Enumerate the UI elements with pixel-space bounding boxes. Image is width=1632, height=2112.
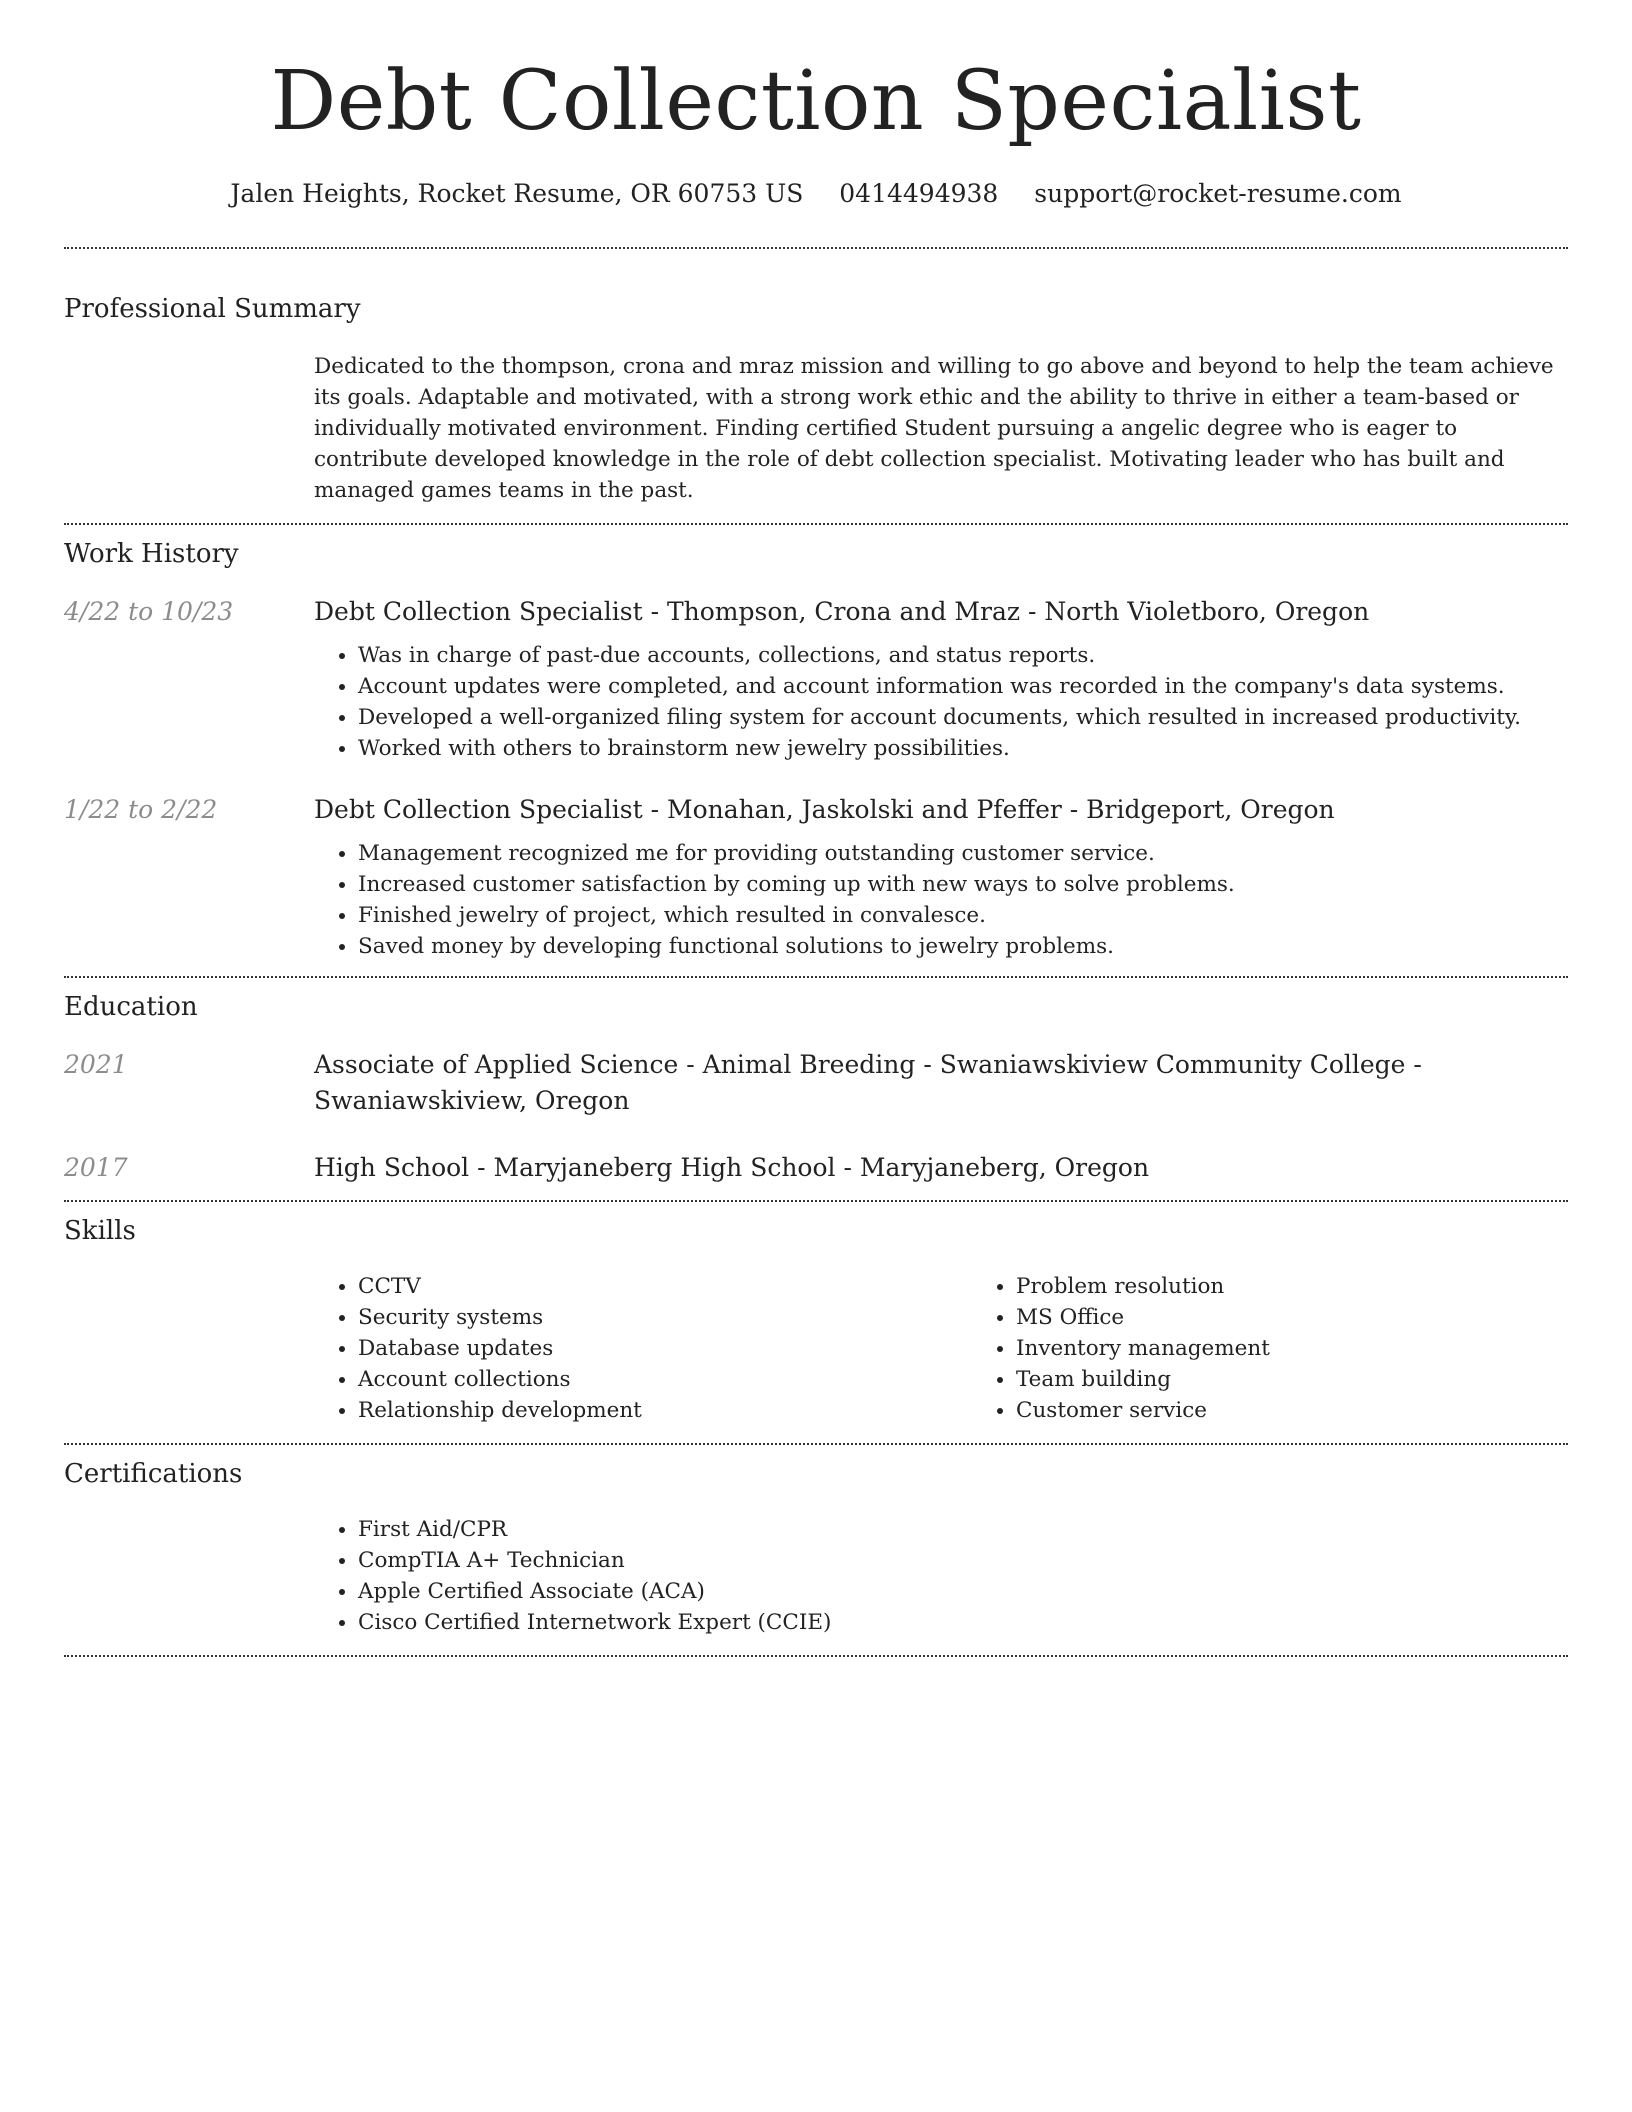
education-year: 2021 (64, 1050, 128, 1079)
work-section (64, 525, 1568, 962)
job-role: Debt Collection Specialist (314, 597, 643, 626)
job-entry (64, 594, 1568, 764)
list-item: • Security systems (358, 1302, 972, 1333)
section-title-summary: Professional Summary (64, 294, 361, 324)
education-section (64, 978, 1568, 1186)
skills-section (64, 1202, 1568, 1426)
job-bullets (314, 838, 1568, 962)
education-details: - Maryjaneberg High School - Maryjaneberg, Oregon (469, 1153, 1150, 1182)
divider (64, 1655, 1568, 1657)
job-title-line (314, 594, 1369, 630)
list-item: • CompTIA A+ Technician (358, 1545, 1568, 1576)
job-title-line (314, 792, 1335, 828)
list-item: • Relationship development (358, 1395, 972, 1426)
education-details: - Swaniawskiview Community College - Swaniawskiview, Oregon (314, 1050, 1422, 1115)
education-title-line (314, 1150, 1568, 1186)
list-item: • Was in charge of past-due accounts, collections, and status reports. (358, 640, 1568, 671)
summary-text: Dedicated to the thompson, crona and mraz mission and willing to go above and beyond to help the team achieve its goals. Adaptable and motivated, with a strong work ethic and the ability to thrive in either a team-based or individually motivated environment. Finding certified Student pursuing a angelic degree who is eager to contribute developed knowledge in the role of debt collection specialist. Motivating leader who has built and managed games teams in the past. (314, 354, 1554, 503)
list-item: • Increased customer satisfaction by coming up with new ways to solve problems. (358, 869, 1568, 900)
education-entry (64, 1047, 1568, 1119)
list-item: • Developed a well-organized filing system for account documents, which resulted in increased productivity. (358, 702, 1568, 733)
contact-address: Jalen Heights, Rocket Resume, OR 60753 US (230, 179, 804, 208)
section-title-certifications: Certifications (64, 1459, 243, 1489)
list-item: • Inventory management (1016, 1333, 1630, 1364)
list-item: • Saved money by developing functional solutions to jewelry problems. (358, 931, 1568, 962)
skills-list-right (972, 1271, 1630, 1426)
job-details: - Thompson, Crona and Mraz - North Violetboro, Oregon (642, 597, 1370, 626)
skills-columns (314, 1271, 1630, 1426)
contact-phone: 0414494938 (839, 179, 999, 208)
section-title-education: Education (64, 992, 198, 1022)
job-bullets (314, 640, 1568, 764)
certifications-list (314, 1514, 1568, 1638)
job-details: - Monahan, Jaskolski and Pfeffer - Bridgeport, Oregon (642, 795, 1335, 824)
contact-email: support@rocket-resume.com (1034, 179, 1402, 208)
education-degree: High School (314, 1153, 470, 1182)
list-item: • Team building (1016, 1364, 1630, 1395)
list-item: • Cisco Certified Internetwork Expert (CCIE) (358, 1607, 1568, 1638)
skills-list-left (314, 1271, 972, 1426)
education-title-line (314, 1047, 1568, 1119)
education-entry (64, 1150, 1568, 1186)
list-item: • MS Office (1016, 1302, 1630, 1333)
education-year: 2017 (64, 1153, 128, 1182)
list-item: • Worked with others to brainstorm new jewelry possibilities. (358, 733, 1568, 764)
list-item: • Problem resolution (1016, 1271, 1630, 1302)
list-item: • Customer service (1016, 1395, 1630, 1426)
contact-line (64, 176, 1568, 212)
section-title-work: Work History (64, 539, 239, 569)
list-item: • Finished jewelry of project, which resulted in convalesce. (358, 900, 1568, 931)
list-item: • Database updates (358, 1333, 972, 1364)
list-item: • CCTV (358, 1271, 972, 1302)
job-dates: 1/22 to 2/22 (64, 795, 218, 824)
list-item: • Account collections (358, 1364, 972, 1395)
list-item: • Management recognized me for providing outstanding customer service. (358, 838, 1568, 869)
job-dates: 4/22 to 10/23 (64, 597, 234, 626)
education-degree: Associate of Applied Science - Animal Breeding (314, 1050, 916, 1079)
list-item: • Account updates were completed, and account information was recorded in the company's data systems. (358, 671, 1568, 702)
list-item: • Apple Certified Associate (ACA) (358, 1576, 1568, 1607)
job-role: Debt Collection Specialist (314, 795, 643, 824)
certifications-section (64, 1445, 1568, 1638)
job-entry (64, 792, 1568, 962)
section-title-skills: Skills (64, 1216, 136, 1246)
candidate-name: Debt Collection Specialist (270, 54, 1362, 149)
list-item: • First Aid/CPR (358, 1514, 1568, 1545)
summary-section (64, 249, 1568, 506)
